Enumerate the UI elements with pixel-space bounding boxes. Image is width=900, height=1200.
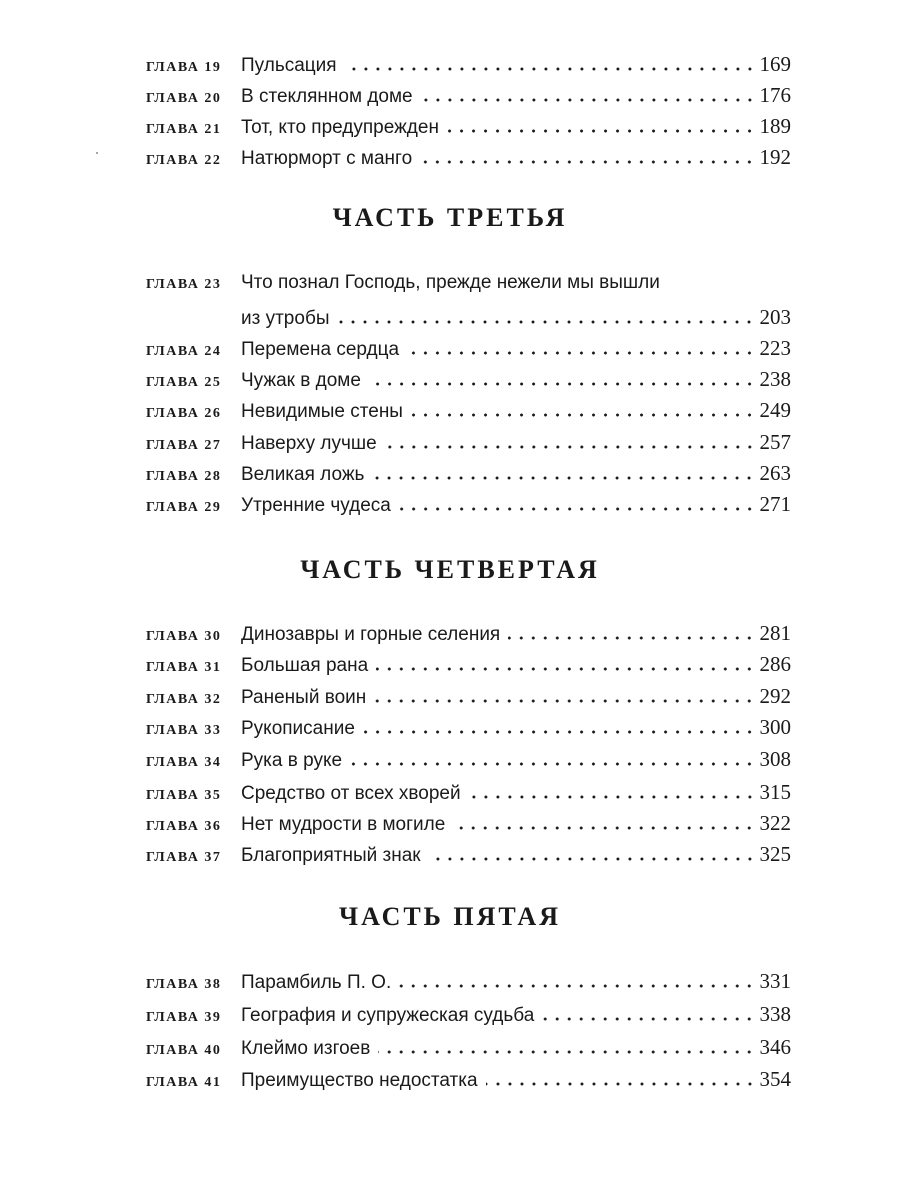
chapter-title: Рука в руке	[241, 750, 343, 771]
page-number: 257	[759, 430, 791, 454]
dot-leader	[420, 160, 755, 164]
toc-entry-chapter-23-continuation[interactable]	[241, 305, 791, 335]
chapter-title-continuation: из утробы	[241, 308, 330, 329]
dot-leader	[429, 857, 756, 861]
dot-leader	[337, 320, 755, 324]
chapter-title: Большая рана	[241, 655, 369, 676]
dot-leader	[385, 445, 756, 449]
toc-entry-chapter-40[interactable]	[146, 1035, 791, 1065]
chapter-title: Пульсация	[241, 55, 337, 76]
chapter-title: Утренние чудеса	[241, 495, 391, 516]
page-number: 292	[759, 684, 791, 708]
chapter-title: Великая ложь	[241, 464, 365, 485]
dot-leader	[542, 1017, 755, 1021]
toc-entry-chapter-20[interactable]	[146, 83, 791, 113]
toc-entry-chapter-33[interactable]	[146, 715, 791, 745]
page-number: 338	[759, 1002, 791, 1026]
chapter-title: Рукописание	[241, 718, 355, 739]
page-number: 322	[759, 811, 791, 835]
page-number: 281	[759, 621, 791, 645]
chapter-label: ГЛАВА 25	[146, 375, 222, 390]
toc-entry-chapter-36[interactable]	[146, 811, 791, 841]
dot-leader	[447, 129, 756, 133]
dot-leader	[372, 476, 755, 480]
dot-leader	[399, 507, 756, 511]
chapter-label: ГЛАВА 34	[146, 755, 222, 770]
toc-entry-chapter-41[interactable]	[146, 1067, 791, 1097]
part-heading-five: ЧАСТЬ ПЯТАЯ	[339, 902, 561, 931]
page-number: 271	[759, 492, 791, 516]
toc-entry-chapter-38[interactable]	[146, 969, 791, 999]
chapter-title: География и супружеская судьба	[241, 1005, 535, 1026]
chapter-label: ГЛАВА 27	[146, 438, 222, 453]
chapter-title: Преимущество недостатка	[241, 1070, 478, 1091]
toc-entry-chapter-37[interactable]	[146, 842, 791, 872]
chapter-title: Натюрморт с манго	[241, 148, 413, 169]
toc-entry-chapter-31[interactable]	[146, 652, 791, 682]
chapter-title: Перемена сердца	[241, 339, 400, 360]
dot-leader	[378, 1050, 755, 1054]
chapter-title: Раненый воин	[241, 687, 367, 708]
chapter-label: ГЛАВА 35	[146, 788, 222, 803]
dot-leader	[411, 413, 756, 417]
toc-entry-chapter-25[interactable]	[146, 367, 791, 397]
page-number: 176	[759, 83, 791, 107]
page-number: 223	[759, 336, 791, 360]
page-number: 346	[759, 1035, 791, 1059]
page-number: 189	[759, 114, 791, 138]
page-number: 263	[759, 461, 791, 485]
chapter-label: ГЛАВА 41	[146, 1075, 222, 1090]
chapter-title: Наверху лучше	[241, 433, 377, 454]
chapter-label: ГЛАВА 19	[146, 60, 222, 75]
chapter-title: Средство от всех хворей	[241, 783, 461, 804]
page-number: 331	[759, 969, 791, 993]
chapter-label: ГЛАВА 40	[146, 1043, 222, 1058]
page-number: 238	[759, 367, 791, 391]
dot-leader	[369, 382, 756, 386]
page-number: 286	[759, 652, 791, 676]
chapter-label: ГЛАВА 38	[146, 977, 222, 992]
chapter-label: ГЛАВА 22	[146, 153, 222, 168]
chapter-label: ГЛАВА 29	[146, 500, 222, 515]
dot-leader	[376, 667, 755, 671]
page-number: 169	[759, 52, 791, 76]
chapter-title: Невидимые стены	[241, 401, 403, 422]
dot-leader	[453, 826, 755, 830]
part-heading-four: ЧАСТЬ ЧЕТВЕРТАЯ	[300, 555, 600, 584]
dot-leader	[421, 98, 756, 102]
dot-leader	[345, 67, 756, 71]
toc-entry-chapter-24[interactable]	[146, 336, 791, 366]
toc-entry-chapter-32[interactable]	[146, 684, 791, 714]
toc-entry-chapter-30[interactable]	[146, 621, 791, 651]
chapter-label: ГЛАВА 26	[146, 406, 222, 421]
toc-entry-chapter-34[interactable]	[146, 747, 791, 777]
chapter-title: Клеймо изгоев	[241, 1038, 371, 1059]
page-number: 192	[759, 145, 791, 169]
toc-entry-chapter-28[interactable]	[146, 461, 791, 491]
chapter-title: Чужак в доме	[241, 370, 361, 391]
page-number: 249	[759, 398, 791, 422]
chapter-label: ГЛАВА 23	[146, 277, 222, 292]
page-number: 308	[759, 747, 791, 771]
chapter-label: ГЛАВА 36	[146, 819, 222, 834]
chapter-title: Что познал Господь, прежде нежели мы вышли	[241, 272, 660, 293]
chapter-label: ГЛАВА 31	[146, 660, 222, 675]
chapter-title: Тот, кто предупрежден	[241, 117, 439, 138]
stray-ink-mark	[96, 152, 98, 154]
page-number: 300	[759, 715, 791, 739]
dot-leader	[399, 984, 755, 988]
chapter-label: ГЛАВА 37	[146, 850, 222, 865]
toc-entry-chapter-27[interactable]	[146, 430, 791, 460]
toc-entry-chapter-29[interactable]	[146, 492, 791, 522]
dot-leader	[486, 1082, 756, 1086]
dot-leader	[508, 636, 755, 640]
chapter-label: ГЛАВА 20	[146, 91, 222, 106]
page-number: 354	[759, 1067, 791, 1091]
toc-entry-chapter-35[interactable]	[146, 780, 791, 810]
chapter-label: ГЛАВА 21	[146, 122, 222, 137]
chapter-label: ГЛАВА 30	[146, 629, 222, 644]
dot-leader	[374, 699, 755, 703]
chapter-title: Динозавры и горные селения	[241, 624, 501, 645]
toc-entry-chapter-21[interactable]	[146, 114, 791, 144]
toc-entry-chapter-23[interactable]	[146, 272, 791, 302]
chapter-label: ГЛАВА 33	[146, 723, 222, 738]
chapter-label: ГЛАВА 24	[146, 344, 222, 359]
toc-entry-chapter-19[interactable]	[146, 52, 791, 82]
dot-leader	[350, 762, 755, 766]
chapter-title: В стеклянном доме	[241, 86, 413, 107]
page-number: 203	[759, 305, 791, 329]
dot-leader	[407, 351, 755, 355]
page-number: 325	[759, 842, 791, 866]
toc-entry-chapter-22[interactable]	[146, 145, 791, 175]
page-number: 315	[759, 780, 791, 804]
part-heading-three: ЧАСТЬ ТРЕТЬЯ	[332, 203, 568, 232]
toc-entry-chapter-39[interactable]	[146, 1002, 791, 1032]
chapter-label: ГЛАВА 28	[146, 469, 222, 484]
chapter-label: ГЛАВА 39	[146, 1010, 222, 1025]
chapter-label: ГЛАВА 32	[146, 692, 222, 707]
dot-leader	[363, 730, 756, 734]
chapter-title: Нет мудрости в могиле	[241, 814, 446, 835]
dot-leader	[469, 795, 756, 799]
chapter-title: Благоприятный знак	[241, 845, 421, 866]
toc-entry-chapter-26[interactable]	[146, 398, 791, 428]
chapter-title: Парамбиль П. О.	[241, 972, 392, 993]
